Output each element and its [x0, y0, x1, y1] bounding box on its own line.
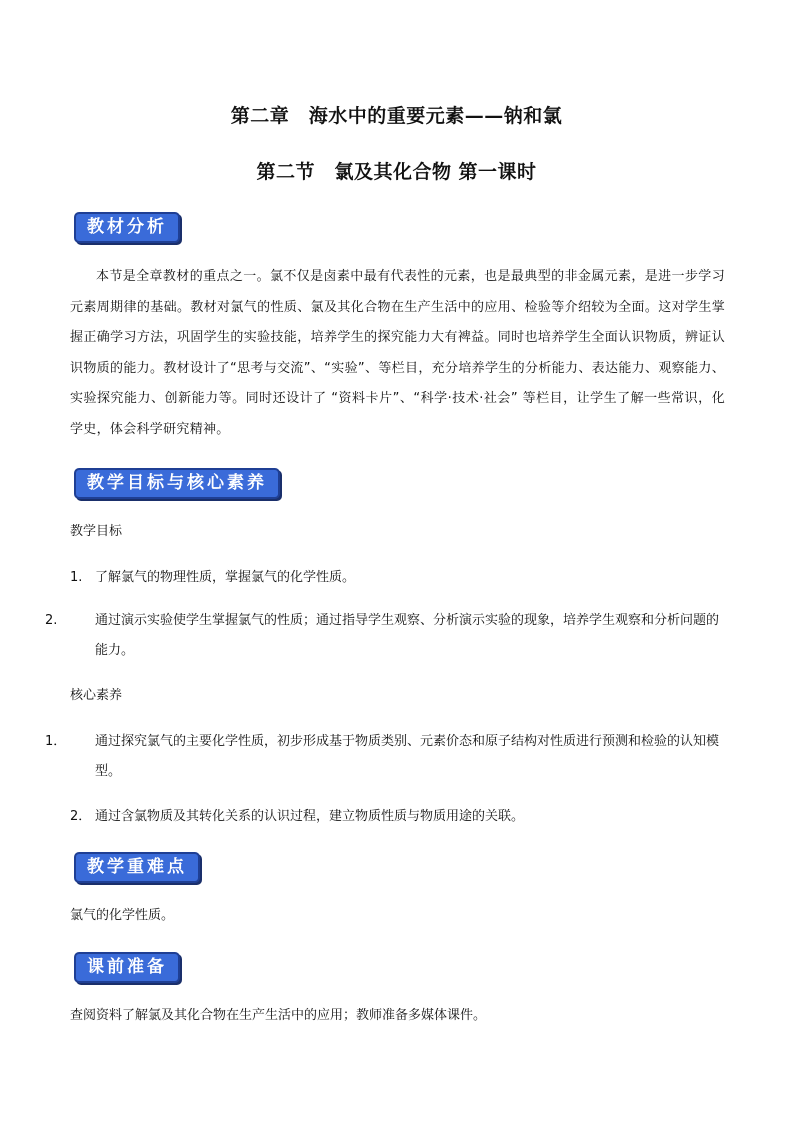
preparation-text: 查阅资料了解氯及其化合物在生产生活中的应用；教师准备多媒体课件。 — [70, 1008, 487, 1023]
literacy-item — [70, 802, 730, 832]
chapter-title: 第二章 海水中的重要元素——钠和氯 — [230, 105, 563, 127]
key-points-label: 教学重难点 — [74, 852, 200, 883]
analysis-label: 教材分析 — [74, 212, 180, 243]
literacy-text: 通过探究氯气的主要化学性质，初步形成基于物质类别、元素价态和原子结构对性质进行预测和检验的认知模型。 — [95, 734, 720, 779]
preparation-label: 课前准备 — [74, 952, 180, 983]
literacy-heading: 核心素养 — [70, 688, 123, 703]
objective-number: 2. — [45, 613, 58, 628]
literacy-item — [45, 727, 730, 787]
literacy-number: 1． — [45, 734, 67, 749]
objective-item — [45, 606, 730, 666]
objectives-heading: 教学目标 — [70, 524, 123, 539]
objective-item — [70, 563, 730, 593]
literacy-text: 通过含氯物质及其转化关系的认识过程，建立物质性质与物质用途的关联。 — [95, 809, 525, 824]
objective-number: 1. — [70, 570, 83, 585]
literacy-number: 2． — [70, 809, 92, 824]
section-title: 第二节 氯及其化合物 第一课时 — [256, 161, 537, 183]
objective-text: 了解氯气的物理性质，掌握氯气的化学性质。 — [95, 570, 356, 585]
key-points-text: 氯气的化学性质。 — [70, 908, 175, 923]
analysis-paragraph: 本节是全章教材的重点之一。氯不仅是卤素中最有代表性的元素，也是最典型的非金属元素，是进一步学习元素周期律的基础。教材对氯气的性质、氯及其化合物在生产生活中的应用、检验等介绍较为全面。这对学生掌握正确学习方法，巩固学生的实验技能，培养学生的探究能力大有裨益。同时也培养学生全面认识物质，辨证认识物质的能力。教材设计了“思考与交流”、“实验”、等栏目，充分培养学生的分析能力、表达能力、观察能力、实验探究能力、创新能力等。同时还设计了 “资料卡片”、“科学·技术·社会” 等栏目，让学生了解一些常识，化学史，体会科学研究精神。 — [70, 269, 725, 437]
goals-label: 教学目标与核心素养 — [74, 468, 280, 499]
objective-text: 通过演示实验使学生掌握氯气的性质；通过指导学生观察、分析演示实验的现象，培养学生观察和分析问题的能力。 — [95, 613, 720, 658]
